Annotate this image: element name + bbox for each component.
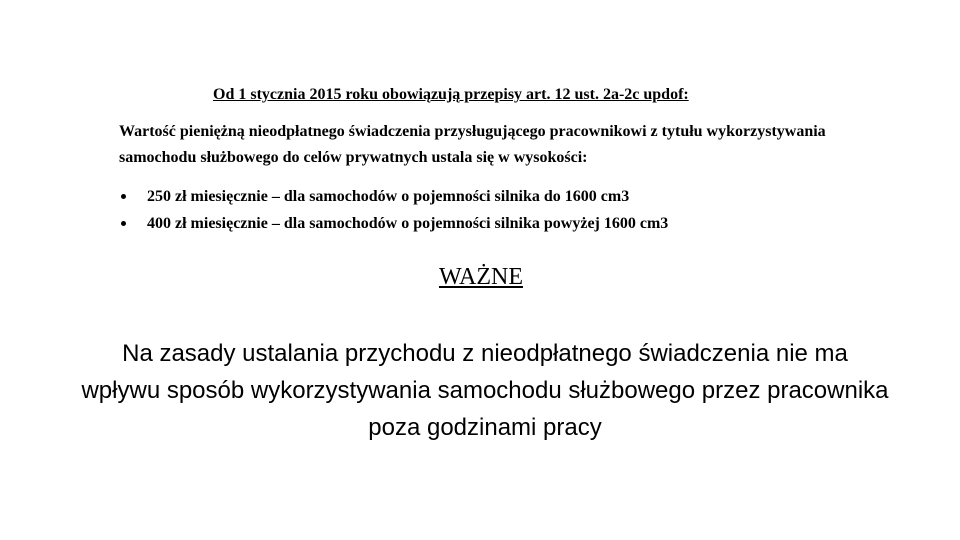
slide-heading: Od 1 stycznia 2015 roku obowiązują przepisy art. 12 ust. 2a-2c updof: bbox=[213, 86, 689, 103]
important-note: Na zasady ustalania przychodu z nieodpłatnego świadczenia nie ma wpływu sposób wykorzystywania samochodu służbowego przez pracownika poza godzinami pracy bbox=[81, 340, 889, 441]
bullet-icon bbox=[121, 194, 126, 199]
list-item-text: 400 zł miesięcznie – dla samochodów o pojemności silnika powyżej 1600 cm3 bbox=[147, 215, 669, 232]
intro-paragraph: Wartość pieniężną nieodpłatnego świadczenia przysługującego pracownikowi z tytułu wykorzystywania samochodu służbowego do celów prywatnych ustala się w wysokości: bbox=[119, 123, 826, 166]
bullet-list bbox=[119, 183, 668, 237]
bullet-icon bbox=[121, 221, 126, 226]
list-item bbox=[119, 210, 668, 237]
important-label: WAŻNE bbox=[439, 264, 523, 290]
list-item bbox=[119, 183, 668, 210]
list-item-text: 250 zł miesięcznie – dla samochodów o pojemności silnika do 1600 cm3 bbox=[147, 188, 630, 205]
